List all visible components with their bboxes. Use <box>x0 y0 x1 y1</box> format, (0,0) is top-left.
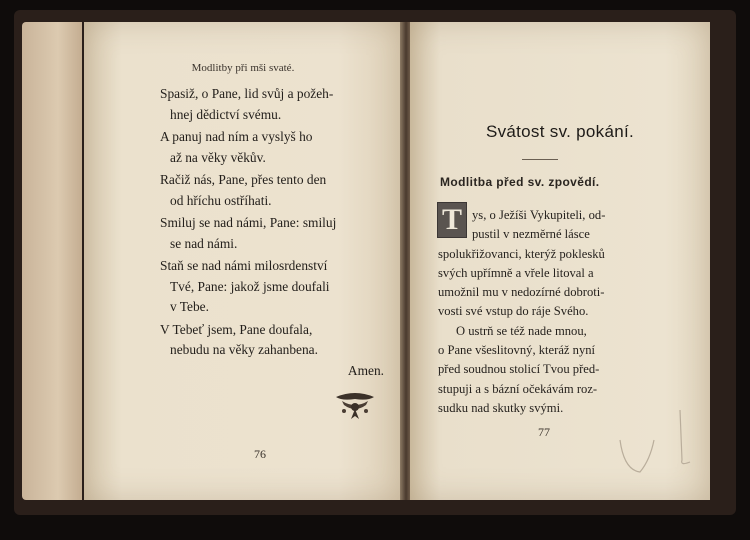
text-line: Spasiž, o Pane, lid svůj a požeh- <box>160 86 334 101</box>
text-line: o Pane všeslitovný, kteráž nyní <box>438 343 596 358</box>
text-line: umožnil mu v nedozírné dobroti- <box>438 285 605 300</box>
text-line: od hříchu ostříhati. <box>170 192 272 208</box>
text-line: A panuj nad ním a vyslyš ho <box>160 129 313 144</box>
text-line: sudku nad skutky svými. <box>438 400 564 415</box>
text-line: stupuji a s bázní očekávám roz- <box>438 381 598 396</box>
text-line: hnej dědictví svému. <box>170 106 282 122</box>
text-line: V Tebeť jsem, Pane doufala, <box>160 321 313 337</box>
text-line: v Tebe. <box>170 299 209 314</box>
amen-line: Amen. <box>347 362 384 378</box>
drop-cap-initial: T <box>438 203 466 237</box>
text-line: Smiluj se nad námi, Pane: smiluj <box>160 215 337 230</box>
page-number: 77 <box>538 425 550 439</box>
text-line: Staň se nad námi milosrdenství <box>160 258 328 273</box>
text-line: svých upřímně a vřele litoval a <box>438 265 594 280</box>
prayer-subheading: Modlitba před sv. zpovědí. <box>440 175 600 189</box>
text-line: se nad námi. <box>170 235 238 251</box>
section-title: Svátost sv. pokání. <box>485 122 635 141</box>
prayer-text <box>438 206 660 418</box>
running-head: Modlitby při mši svaté. <box>191 62 295 74</box>
prayer-text <box>160 84 390 381</box>
text-line: až na věky věkův. <box>170 149 266 165</box>
title-divider <box>522 159 558 160</box>
text-line: vosti své vstup do ráje Svého. <box>438 304 589 319</box>
floral-ornament-icon <box>332 389 378 423</box>
text-line: ys, o Ježíši Vykupiteli, od- <box>472 208 606 222</box>
text-line: spolukřižovanci, kterýž poklesků <box>438 246 605 261</box>
book-cover-edge <box>22 22 82 500</box>
text-line: O ustrň se též nade mnou, <box>456 323 587 338</box>
text-line: nebudu na věky zahanbena. <box>170 342 318 357</box>
text-line: pustil v nezměrné lásce <box>472 227 590 242</box>
text-line: před soudnou stolicí Tvou před- <box>438 362 600 377</box>
page-number: 76 <box>254 447 266 461</box>
left-page <box>84 22 402 500</box>
text-line: Tvé, Pane: jakož jsme doufali <box>170 278 330 294</box>
right-page <box>410 22 710 500</box>
pencil-scribble <box>610 400 700 480</box>
text-line: Račiž nás, Pane, přes tento den <box>160 172 327 187</box>
